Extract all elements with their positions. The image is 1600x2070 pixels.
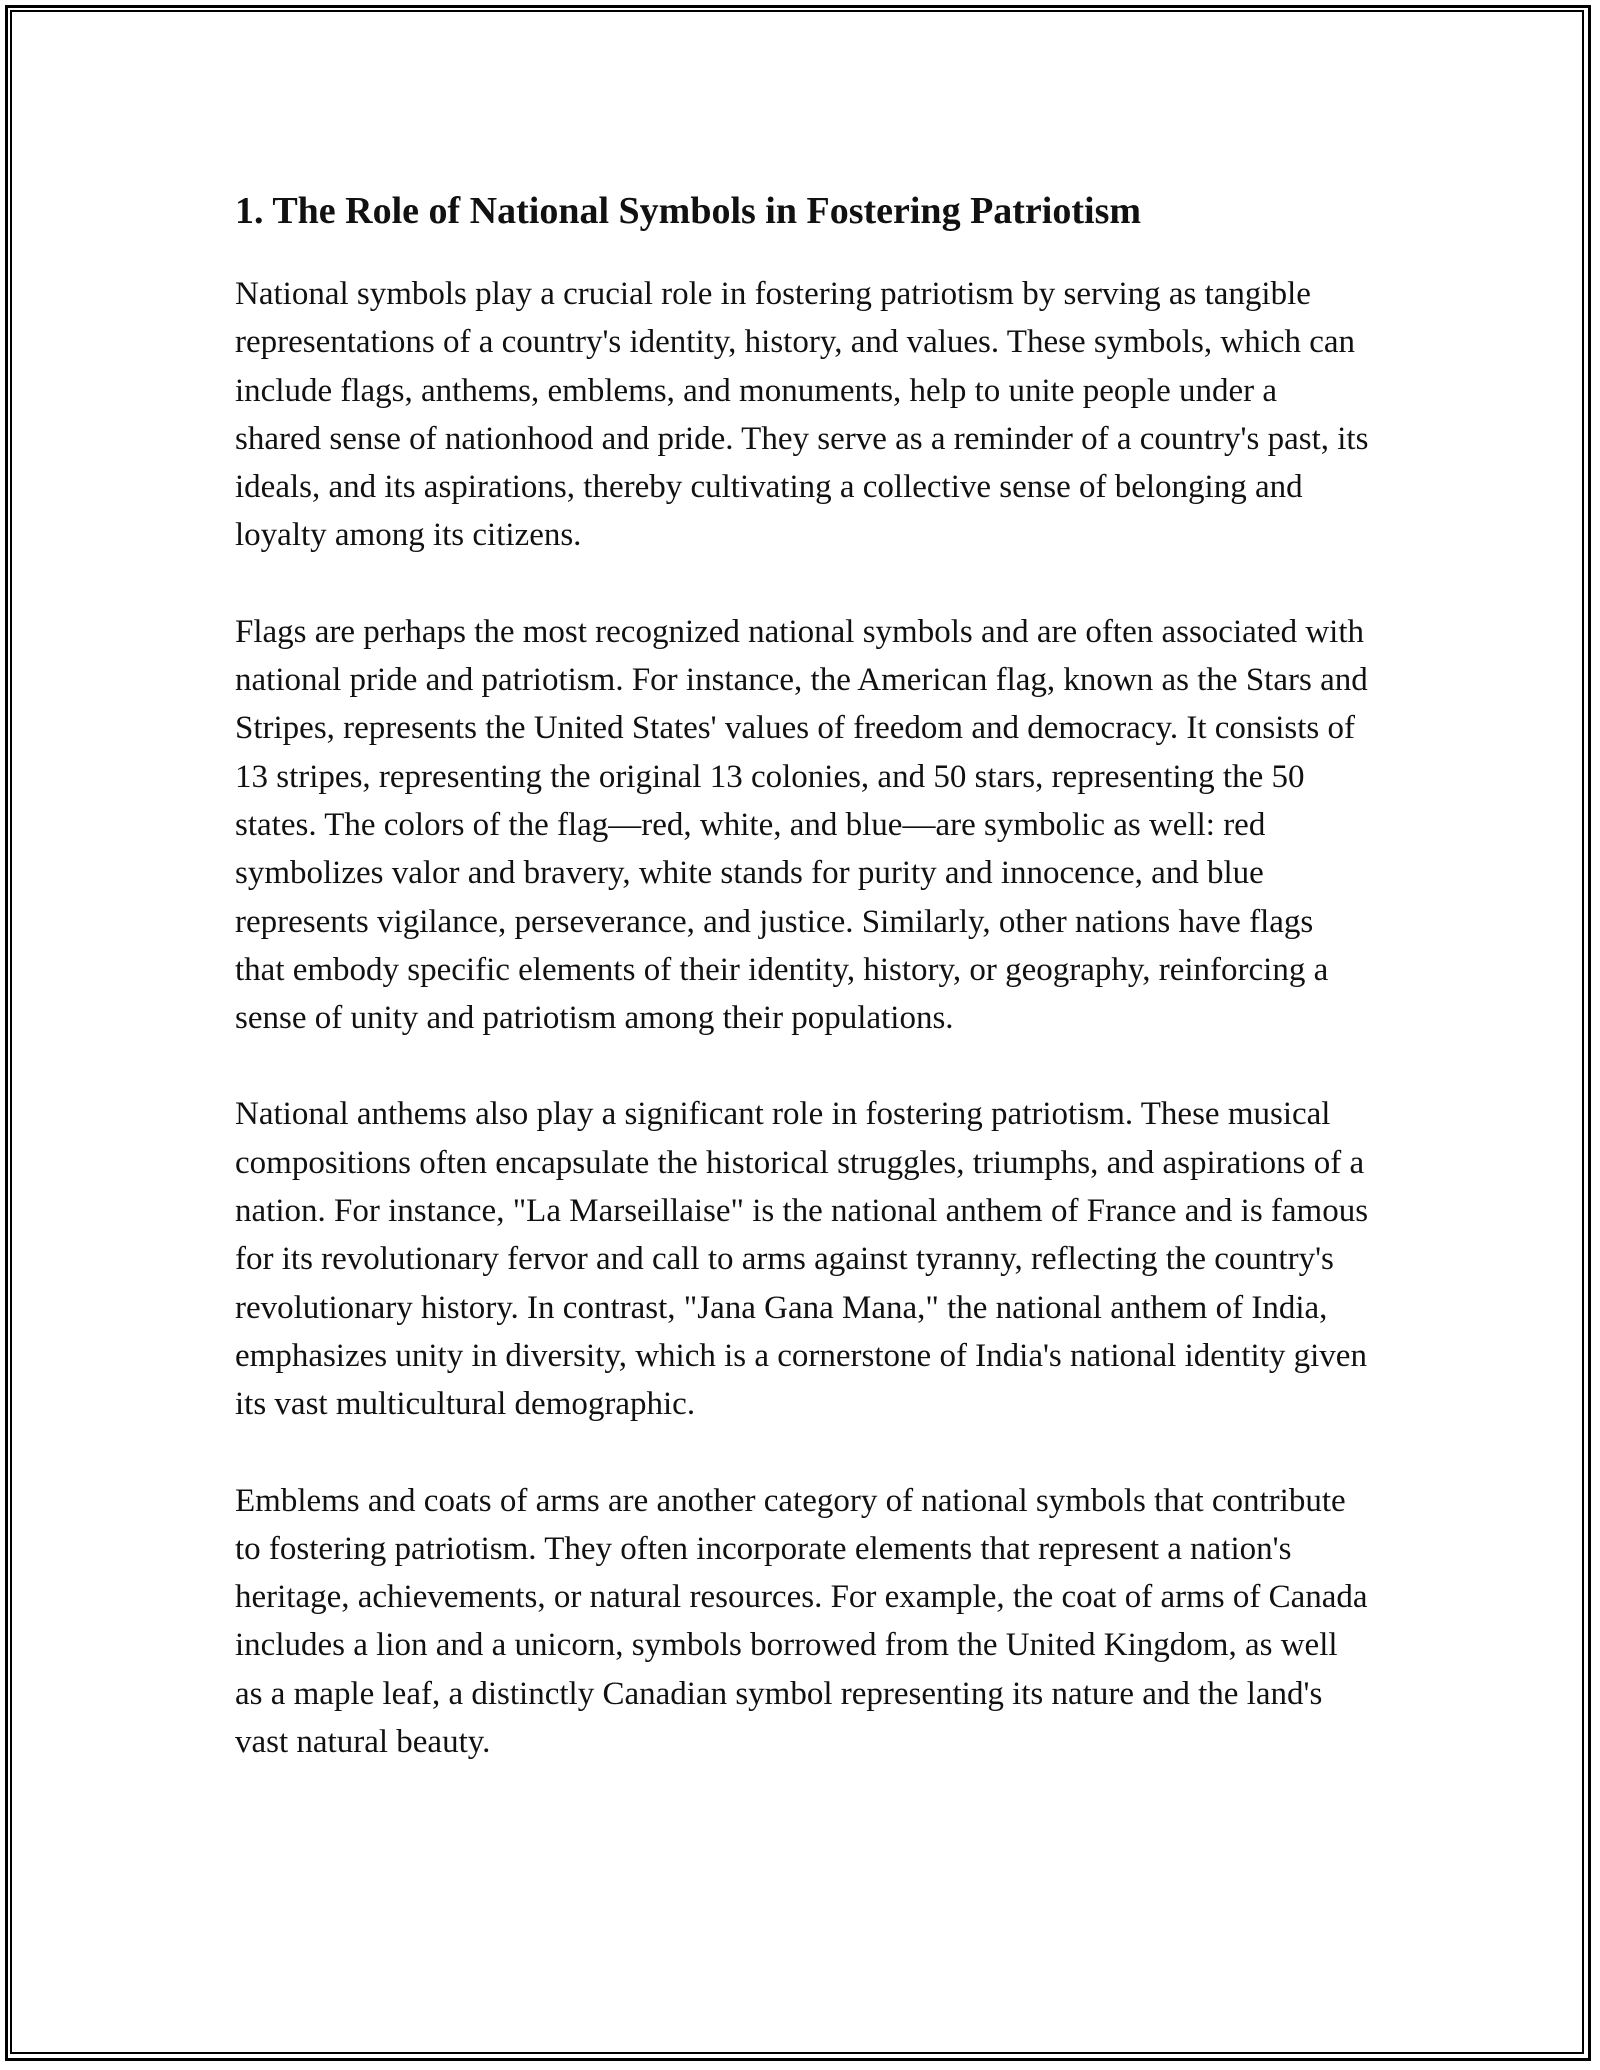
paragraph-intro: National symbols play a crucial role in fostering patriotism by serving as tangible representations of a country's identity, history, and values. These symbols, which can include flags, anthems, emblems, and monuments, help to unite people under a shared sense of nationhood and pride. They serve as a reminder of a country's past, its ideals, and its aspirations, thereby cultivating a collective sense of belonging and loyalty among its citizens. xyxy=(235,276,1369,554)
paragraph-flags: Flags are perhaps the most recognized national symbols and are often associated with national pride and patriotism. For instance, the American flag, known as the Stars and Stripes, represents the United States' values of freedom and democracy. It consists of 13 stripes, representing the original 13 colonies, and 50 stars, representing the 50 states. The colors of the flag—red, white, and blue—are symbolic as well: red symbolizes valor and bravery, white stands for purity and innocence, and blue represents vigilance, perseverance, and justice. Similarly, other nations have flags that embody specific elements of their identity, history, or geography, reinforcing a sense of unity and patriotism among their populations. xyxy=(235,613,1368,1037)
document-body xyxy=(235,186,1370,1814)
paragraph-emblems: Emblems and coats of arms are another category of national symbols that contribute to fostering patriotism. They often incorporate elements that represent a nation's heritage, achievements, or natural resources. For example, the coat of arms of Canada includes a lion and a unicorn, symbols borrowed from the United Kingdom, as well as a maple leaf, a distinctly Canadian symbol representing its nature and the land's vast natural beauty. xyxy=(235,1482,1368,1761)
section-title: 1. The Role of National Symbols in Fostering Patriotism xyxy=(235,190,1142,232)
paragraph-anthems: National anthems also play a significant role in fostering patriotism. These musical compositions often encapsulate the historical struggles, triumphs, and aspirations of a nation. For instance, "La Marseillaise" is the national anthem of France and is famous for its revolutionary fervor and call to arms against tyranny, reflecting the country's revolutionary history. In contrast, "Jana Gana Mana," the national anthem of India, emphasizes unity in diversity, which is a cornerstone of India's national identity given its vast multicultural demographic. xyxy=(235,1096,1369,1423)
